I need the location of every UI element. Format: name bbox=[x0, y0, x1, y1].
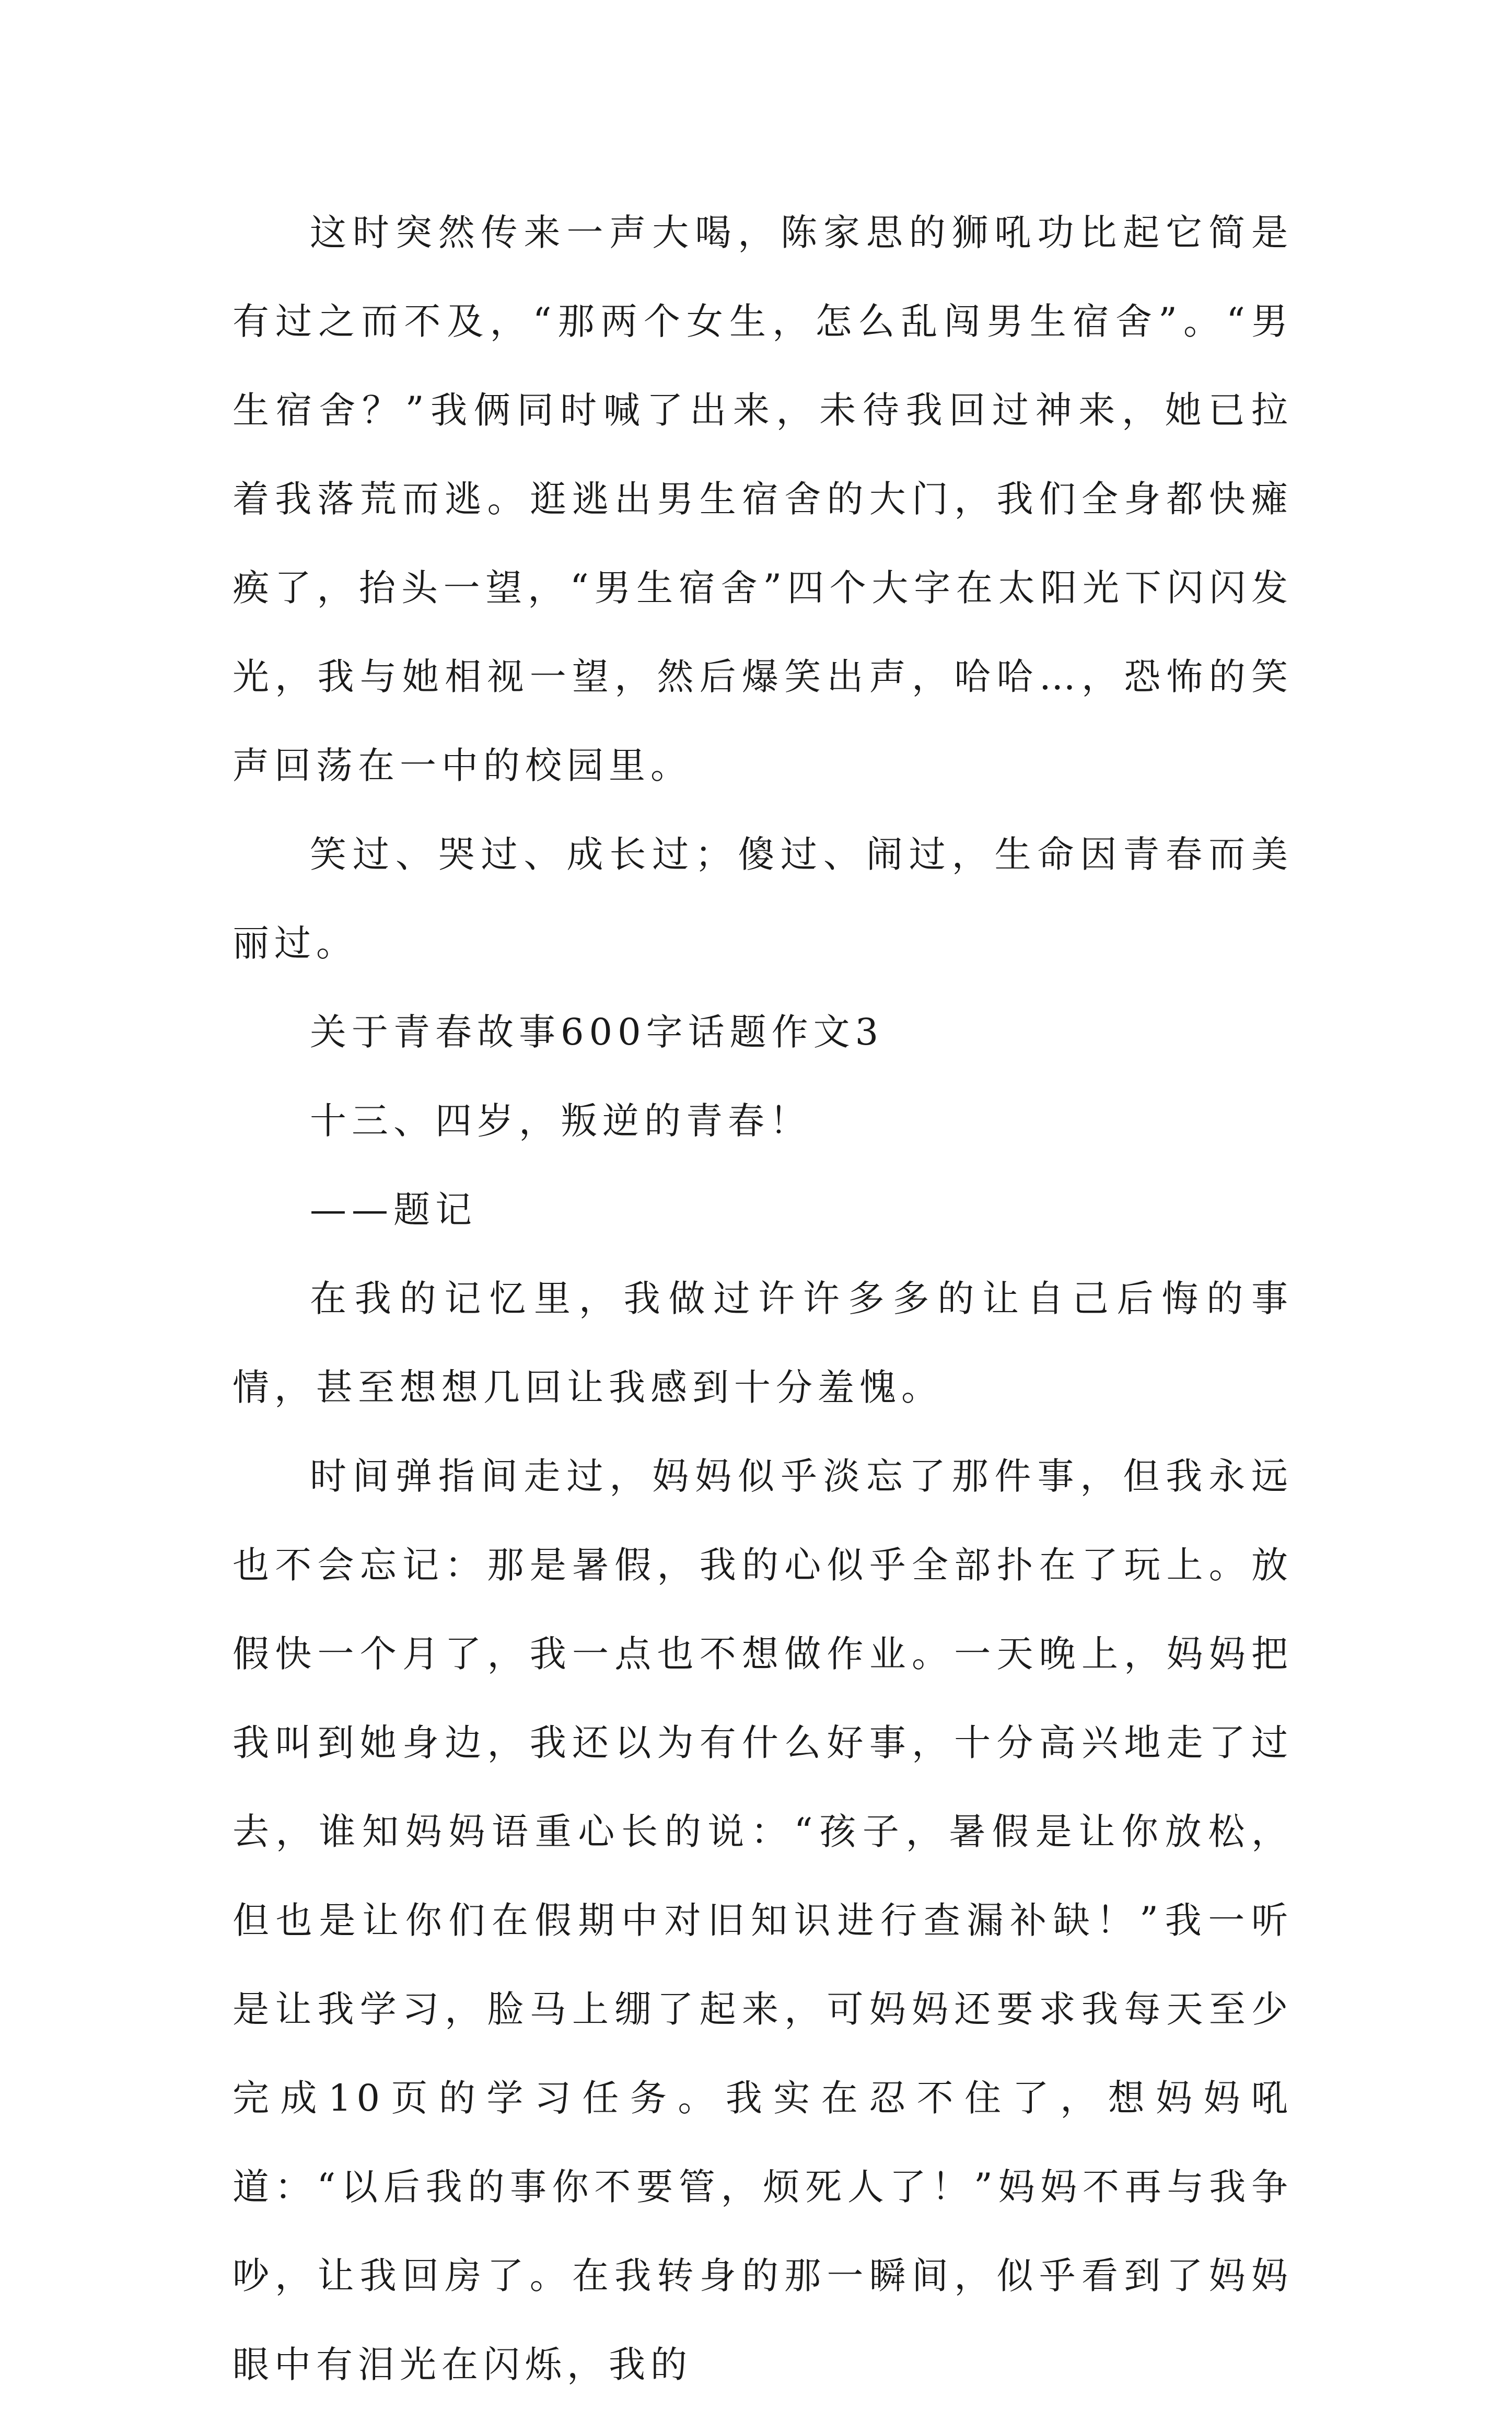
text-column bbox=[232, 188, 1293, 2409]
paragraph-youth-summary: 笑过、哭过、成长过；傻过、闹过，生命因青春而美丽过。 bbox=[232, 833, 1293, 965]
section-title: 关于青春故事600字话题作文3 bbox=[310, 1011, 884, 1053]
paragraph-dormitory-story: 这时突然传来一声大喝，陈家思的狮吼功比起它简是有过之而不及，“那两个女生，怎么乱闯男生宿舍”。“男生宿舍？”我俩同时喊了出来，未待我回过神来，她已拉着我落荒而逃。逛逃出男生宿舍的大门，我们全身都快瘫痪了，抬头一望，“男生宿舍”四个大字在太阳光下闪闪发光，我与她相视一望，然后爆笑出声，哈哈…，恐怖的笑声回荡在一中的校园里。 bbox=[232, 211, 1293, 787]
epigraph-attribution: ——题记 bbox=[310, 1188, 477, 1231]
epigraph: 十三、四岁，叛逆的青春！ bbox=[310, 1099, 811, 1142]
paragraph-memory: 在我的记忆里，我做过许许多多的让自己后悔的事情，甚至想想几回让我感到十分羞愧。 bbox=[232, 1277, 1293, 1409]
paragraph-summer-story: 时间弹指间走过，妈妈似乎淡忘了那件事，但我永远也不会忘记：那是暑假，我的心似乎全部扑在了玩上。放假快一个月了，我一点也不想做作业。一天晚上，妈妈把我叫到她身边，我还以为有什么好事，十分高兴地走了过去，谁知妈妈语重心长的说：“孩子，暑假是让你放松，但也是让你们在假期中对旧知识进行查漏补缺！”我一听是让我学习，脸马上绷了起来，可妈妈还要求我每天至少完成10页的学习任务。我实在忍不住了，想妈妈吼道：“以后我的事你不要管，烦死人了！”妈妈不再与我争吵，让我回房了。在我转身的那一瞬间，似乎看到了妈妈眼中有泪光在闪烁，我的 bbox=[232, 1455, 1293, 2386]
